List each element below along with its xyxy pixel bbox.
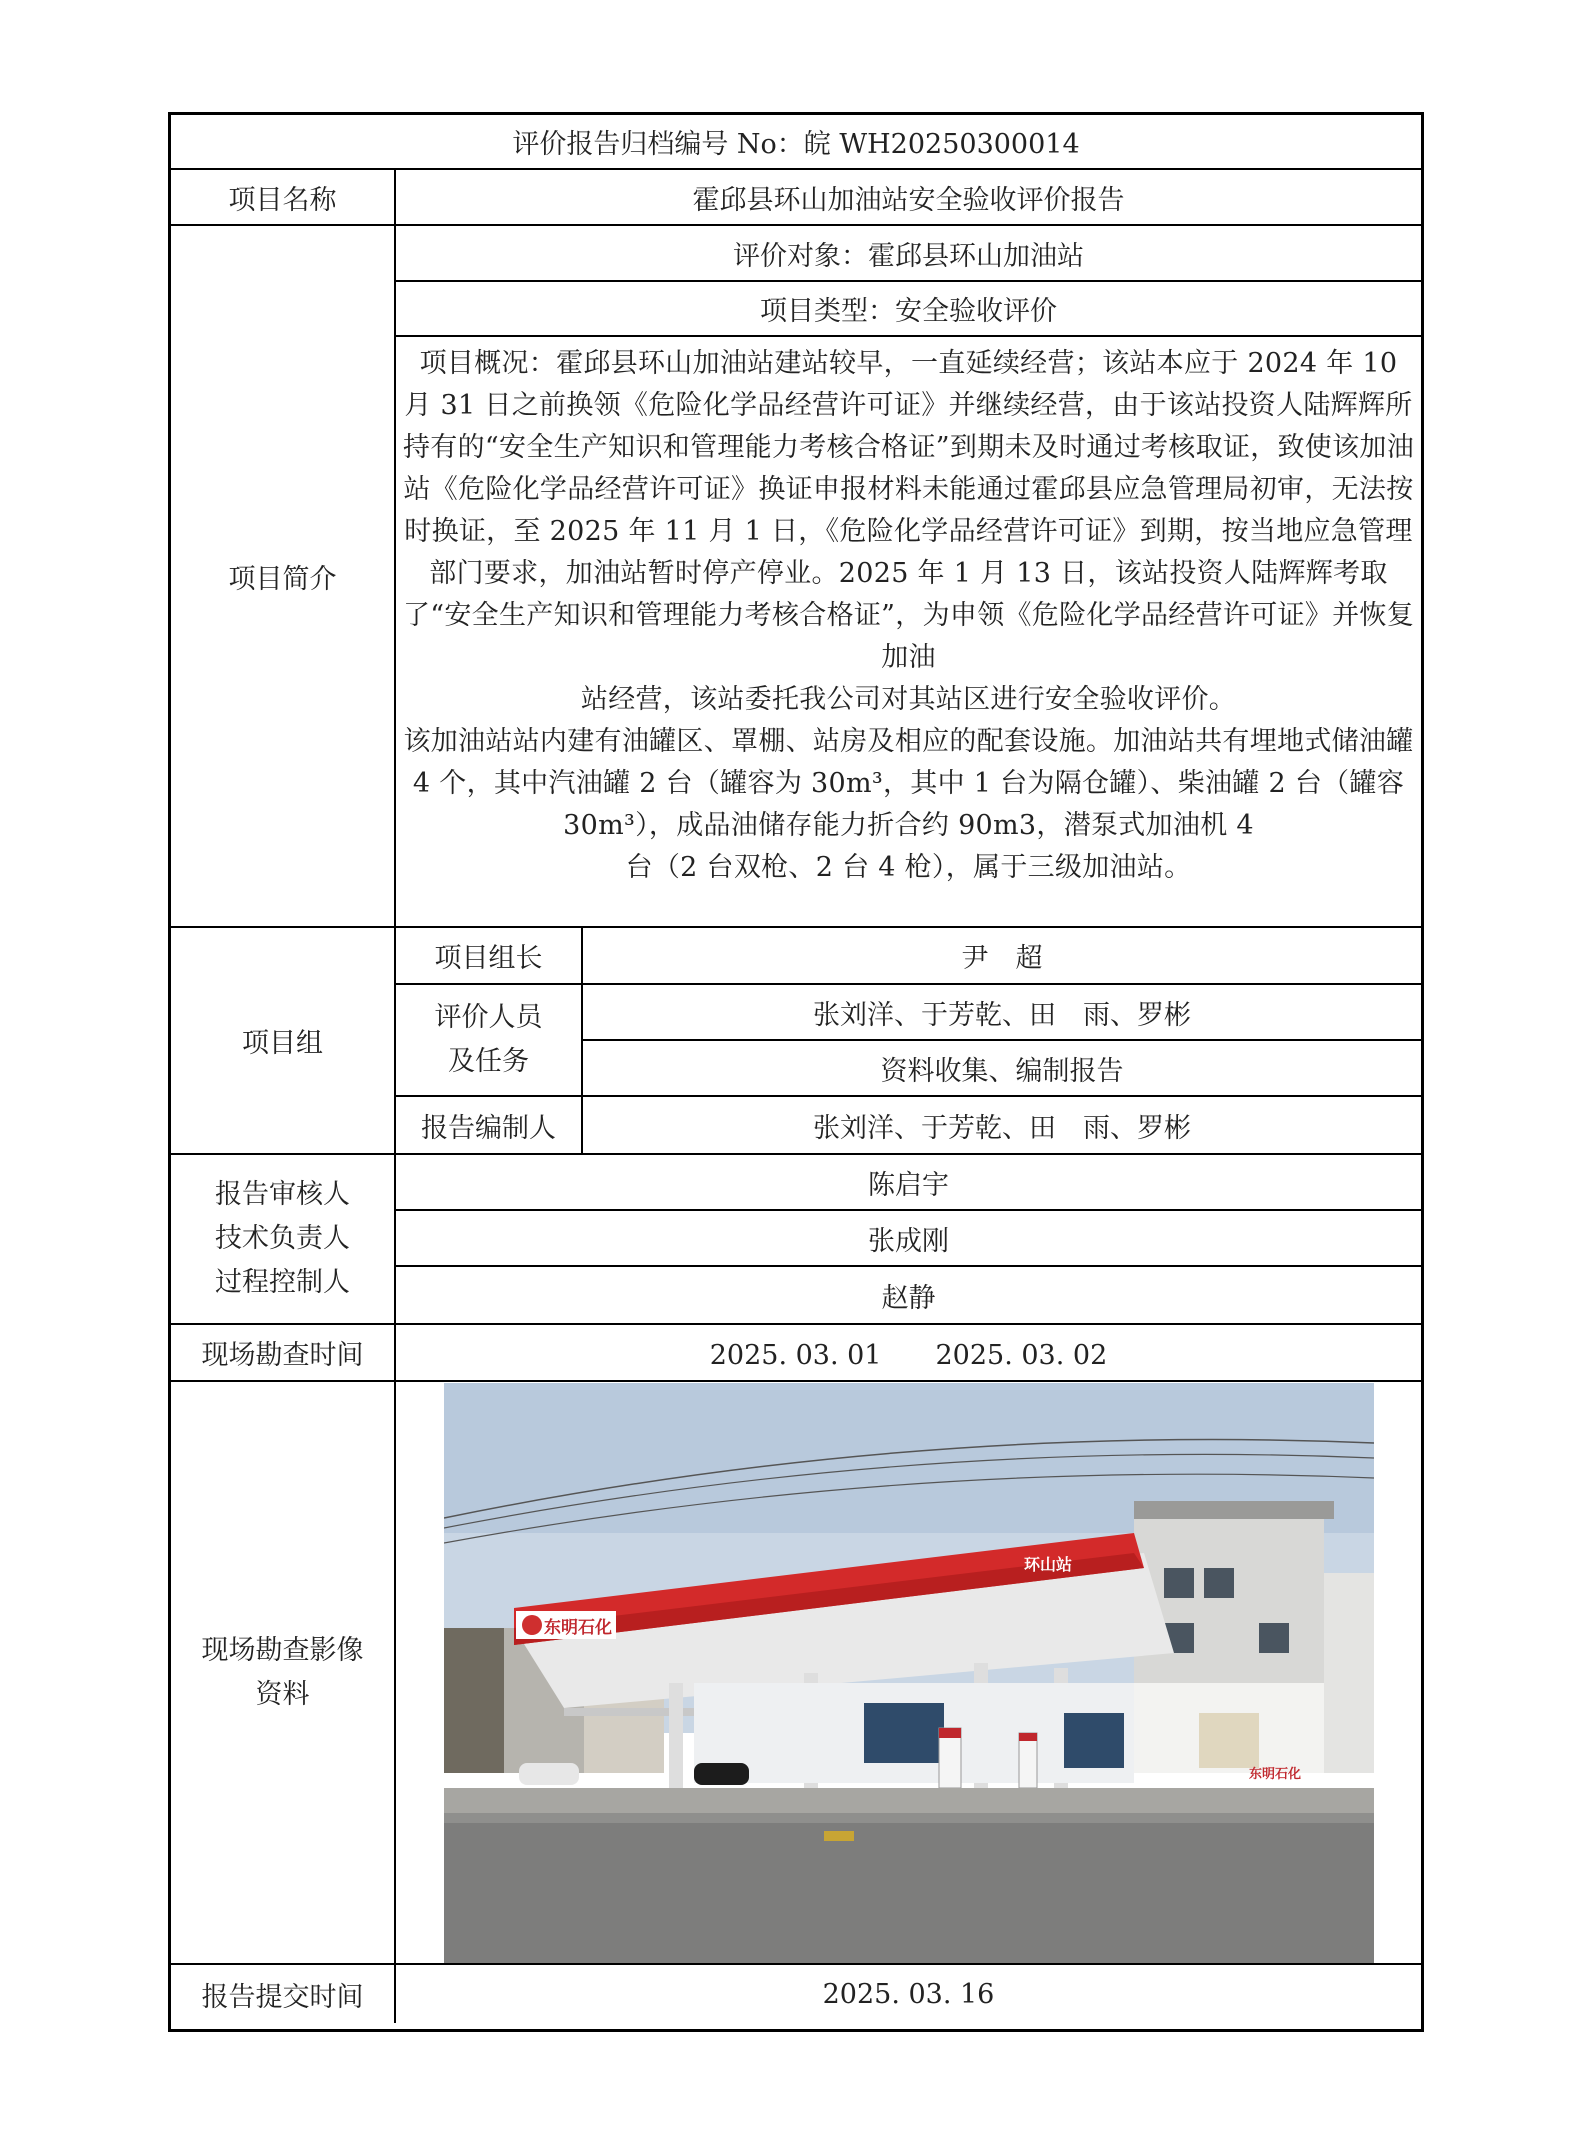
project-intro-label: 项目简介	[171, 226, 396, 928]
team-leader-value: 尹 超	[583, 928, 1421, 985]
summary-paragraph-1: 项目概况：霍邱县环山加油站建站较早，一直延续经营；该站本应于 2024 年 10 月 31 日之前换领《危险化学品经营许可证》并继续经营，由于该站投资人陆辉辉所持有的“安全生产知识和管理能力考核合格证”到期未及时通过考核取证，致使该加油站《危险化学品经营许可证》换证申报材料未能通过霍邱县应急管理局初审，无法按时换证，至 2025 年 11 月 1 日，《危险化学品经营许可证》到期，按当地应急管理部门要求，加油站暂时停产停业。2025 年 1 月 13 日，该站投资人陆辉辉考取了“安全生产知识和管理能力考核合格证”，为申领《危险化学品经营许可证》并恢复加油	[402, 348, 1414, 673]
project-team-label: 项目组	[171, 928, 396, 1155]
process-control-label: 过程控制人	[215, 1267, 350, 1298]
summary-paragraph-2-end: 台（2 台双枪、2 台 4 枪），属于三级加油站。	[625, 852, 1192, 883]
tech-lead-value: 张成刚	[396, 1211, 1421, 1267]
report-writers-value: 张刘洋、于芳乾、田 雨、罗彬	[583, 1097, 1421, 1155]
submit-time-value: 2025. 03. 16	[822, 1978, 995, 2010]
report-table	[168, 112, 1424, 2032]
gas-station-photo	[444, 1383, 1374, 1963]
site-photo-cell	[396, 1382, 1421, 1965]
reviewer-value: 陈启宇	[396, 1155, 1421, 1211]
survey-time-value: 2025. 03. 01 2025. 03. 02	[396, 1325, 1421, 1382]
project-name-value: 霍邱县环山加油站安全验收评价报告	[396, 170, 1421, 226]
canopy-station-text: 环山站	[1023, 1554, 1072, 1574]
survey-images-label-line2: 资料	[255, 1678, 310, 1710]
project-name-label: 项目名称	[171, 170, 396, 226]
tech-lead-label: 技术负责人	[215, 1223, 350, 1254]
reviewer-label: 报告审核人	[215, 1179, 350, 1210]
report-writers-label: 报告编制人	[396, 1097, 583, 1155]
review-roles-label	[171, 1155, 396, 1325]
canopy-brand-text: 东明石化	[543, 1617, 612, 1638]
archive-number: 评价报告归档编号 No：皖 WH20250300014	[171, 115, 1421, 170]
process-control-value: 赵静	[396, 1267, 1421, 1325]
evaluators-tasks: 资料收集、编制报告	[583, 1041, 1421, 1097]
evaluators-label	[396, 985, 583, 1097]
evaluators-value: 张刘洋、于芳乾、田 雨、罗彬	[583, 985, 1421, 1041]
survey-images-label-line1: 现场勘查影像	[201, 1634, 364, 1666]
evaluators-label-line2: 及任务	[448, 1046, 529, 1077]
survey-time-label: 现场勘查时间	[171, 1325, 396, 1382]
project-summary	[396, 337, 1421, 928]
submit-time-label: 报告提交时间	[171, 1965, 396, 2023]
evaluators-label-line1: 评价人员	[434, 1002, 543, 1033]
summary-paragraph-2: 该加油站站内建有油罐区、罩棚、站房及相应的配套设施。加油站共有埋地式储油罐 4 个，其中汽油罐 2 台（罐容为 30m³，其中 1 台为隔仓罐）、柴油罐 2 台（罐容 30m³），成品油储存能力折合约 90m3，潜泵式加油机 4	[403, 726, 1414, 841]
survey-images-label	[171, 1382, 396, 1965]
evaluation-target: 评价对象：霍邱县环山加油站	[396, 226, 1421, 282]
building-brand-text: 东明石化	[1248, 1766, 1301, 1782]
summary-paragraph-1-end: 站经营，该站委托我公司对其站区进行安全验收评价。	[580, 684, 1237, 715]
team-leader-label: 项目组长	[396, 928, 583, 985]
project-type: 项目类型：安全验收评价	[396, 282, 1421, 337]
